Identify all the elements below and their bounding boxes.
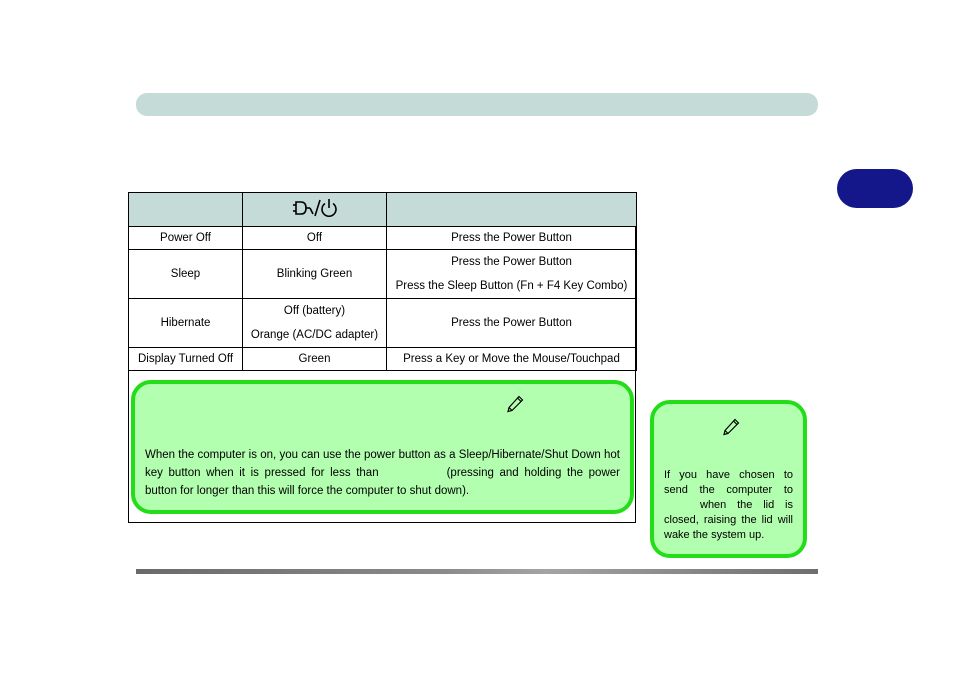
led-line: Green	[298, 353, 331, 365]
led-cell	[243, 348, 387, 371]
table-row	[129, 250, 637, 299]
pen-icon	[722, 418, 740, 442]
resume-line: Press the Sleep Button (Fn + F4 Key Combo)	[395, 280, 628, 292]
resume-line: Press the Power Button	[451, 232, 572, 244]
table-row	[129, 227, 637, 250]
footer-rule	[136, 569, 818, 574]
table-header-state	[129, 193, 243, 227]
state-cell: Power Off	[129, 227, 243, 250]
chapter-tab	[837, 169, 913, 208]
header-bar	[136, 93, 818, 116]
table-header-row	[129, 193, 637, 227]
led-line: Orange (AC/DC adapter)	[250, 329, 379, 341]
ac-power-icon	[292, 197, 338, 219]
resume-cell	[387, 299, 637, 348]
state-cell: Hibernate	[129, 299, 243, 348]
note-text-lid: If you have chosen to send the computer towhen the lid is closed, raising the lid will wake the system up.	[664, 469, 793, 541]
resume-cell	[387, 250, 637, 299]
note-box-power-button	[131, 380, 634, 514]
led-cell	[243, 299, 387, 348]
resume-line: Press the Power Button	[451, 317, 572, 329]
note-box-lid	[650, 400, 807, 558]
table-header-resume	[387, 193, 637, 227]
resume-cell	[387, 227, 637, 250]
state-cell: Display Turned Off	[129, 348, 243, 371]
note-text-power-button: When the computer is on, you can use the power button as a Sleep/Hibernate/Shut Down hot key button when it is pressed for less than (pressing and holding the power button for longer than this will force the computer to shut down).	[145, 449, 620, 497]
led-cell	[243, 250, 387, 299]
led-line: Blinking Green	[276, 268, 353, 280]
table-header-led	[243, 193, 387, 227]
led-line: Off (battery)	[283, 305, 346, 317]
resume-cell	[387, 348, 637, 371]
table-row	[129, 348, 637, 371]
table-row	[129, 299, 637, 348]
state-cell: Sleep	[129, 250, 243, 299]
led-line: Off	[306, 232, 323, 244]
led-cell	[243, 227, 387, 250]
resume-line: Press a Key or Move the Mouse/Touchpad	[403, 353, 620, 365]
power-states-table	[128, 192, 637, 371]
resume-line: Press the Power Button	[451, 256, 572, 268]
pen-icon	[506, 395, 524, 419]
